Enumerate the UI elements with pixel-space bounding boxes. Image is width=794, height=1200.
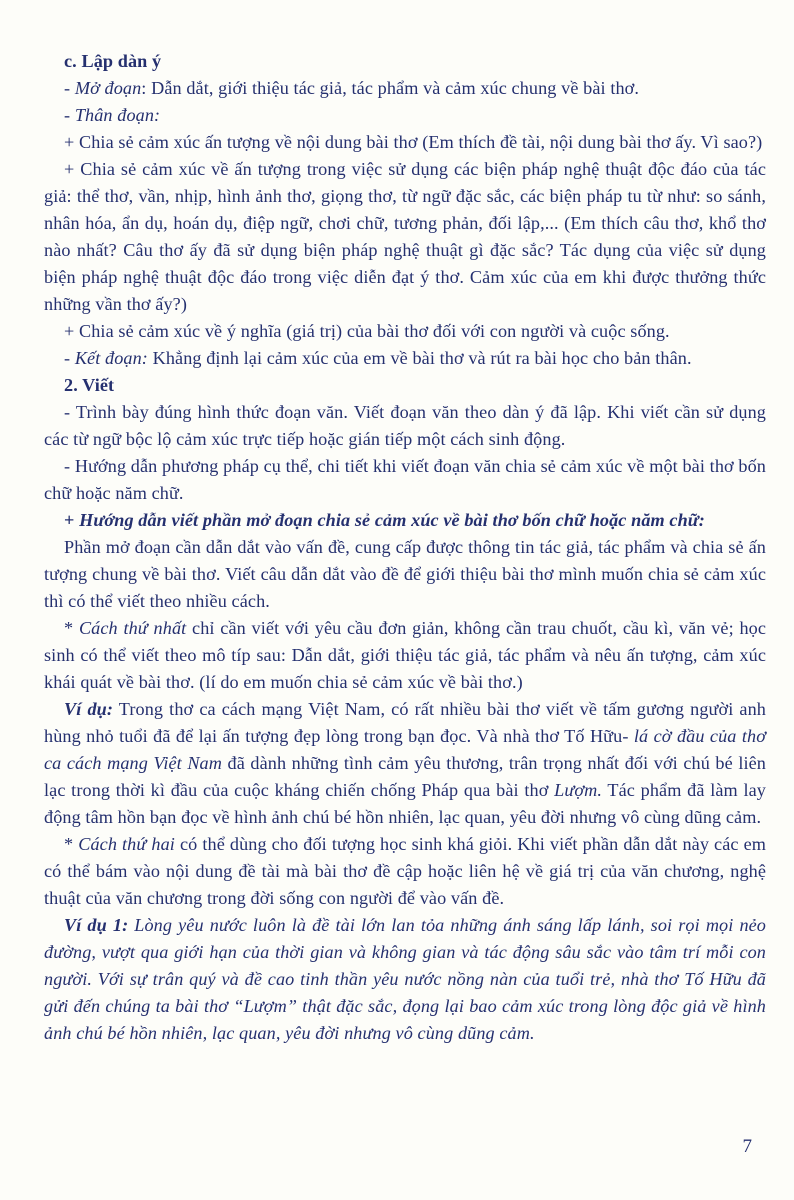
text-run: + Chia sẻ cảm xúc ấn tượng về nội dung bài thơ (Em thích đề tài, nội dung bài thơ ấy. Vì sao?) bbox=[64, 132, 763, 152]
paragraph bbox=[44, 615, 766, 696]
page-number: 7 bbox=[742, 1136, 752, 1157]
text-run: + bbox=[64, 510, 80, 530]
text-run: Ví dụ 1: bbox=[64, 915, 129, 935]
paragraph bbox=[44, 318, 766, 345]
text-run: * bbox=[64, 834, 79, 854]
paragraph bbox=[44, 507, 766, 534]
text-run: đã dành những tình cảm yêu thương, trân trọng nhất đối với chú bé liên lạc trong thời kì đầu của cuộc kháng chiến chống Pháp qua bài thơ bbox=[44, 753, 766, 800]
paragraph bbox=[44, 156, 766, 318]
paragraph bbox=[44, 696, 766, 831]
text-run: có thể dùng cho đối tượng học sinh khá giỏi. Khi viết phần dẫn dắt này các em có thể bám vào nội dung đề tài mà bài thơ đề cập hoặc liên hệ về giá trị của văn chương, nghệ thuật của văn chương trong đời sống con người để vào vấn đề. bbox=[44, 834, 766, 908]
text-run: Phần mở đoạn cần dẫn dắt vào vấn đề, cung cấp được thông tin tác giả, tác phẩm và chia sẻ ấn tượng chung về bài thơ. Viết câu dẫn dắt vào đề để giới thiệu bài thơ mình muốn chia sẻ cảm xúc thì có thể viết theo nhiều cách. bbox=[44, 537, 766, 611]
paragraph bbox=[44, 129, 766, 156]
paragraph bbox=[44, 912, 766, 1047]
text-run: lá cờ đầu của thơ ca cách mạng Việt Nam bbox=[44, 726, 766, 773]
text-run: Cách thứ hai bbox=[78, 834, 175, 854]
text-run: + Chia sẻ cảm xúc về ấn tượng trong việc sử dụng các biện pháp nghệ thuật độc đáo của tác giả: thể thơ, vần, nhịp, hình ảnh thơ, giọng thơ, từ ngữ đặc sắc, các biện pháp tu từ như: so sánh, nhân hóa, ẩn dụ, hoán dụ, điệp ngữ, chơi chữ, tương phản, đối lập,... (Em thích câu thơ, khổ thơ nào nhất? Câu thơ ấy đã sử dụng biện pháp nghệ thuật gì đặc sắc? Tác dụng của việc sử dụng biện pháp nghệ thuật độc đáo trong việc diễn đạt ý thơ. Cảm xúc của em khi được thưởng thức những vần thơ ấy?) bbox=[44, 159, 766, 314]
text-run: chỉ cần viết với yêu cầu đơn giản, không cần trau chuốt, cầu kì, văn vẻ; học sinh có thể viết theo mô típ sau: Dẫn dắt, giới thiệu tác giả, tác phẩm và nêu ấn tượng, cảm xúc khái quát về bài thơ. (lí do em muốn chia sẻ cảm xúc về bài thơ.) bbox=[44, 618, 767, 692]
paragraph bbox=[44, 399, 766, 453]
text-run: - Hướng dẫn phương pháp cụ thể, chi tiết khi viết đoạn văn chia sẻ cảm xúc về một bài thơ bốn chữ hoặc năm chữ. bbox=[44, 456, 766, 503]
text-run: Thân đoạn: bbox=[74, 105, 161, 125]
paragraph bbox=[44, 345, 766, 372]
text-run: Trong thơ ca cách mạng Việt Nam, có rất nhiều bài thơ viết về tấm gương người anh hùng nhỏ tuổi đã để lại ấn tượng đẹp lòng trong bạn đọc. Và nhà thơ Tố Hữu- bbox=[44, 699, 766, 746]
text-run: - bbox=[64, 78, 75, 98]
text-run: Hướng dẫn viết phần mở đoạn chia sẻ cảm xúc về bài thơ bốn chữ hoặc năm chữ: bbox=[79, 510, 705, 530]
text-run: - bbox=[64, 348, 75, 368]
text-run: - Trình bày đúng hình thức đoạn văn. Viết đoạn văn theo dàn ý đã lập. Khi viết cần sử dụng các từ ngữ bộc lộ cảm xúc trực tiếp hoặc gián tiếp một cách sinh động. bbox=[44, 402, 766, 449]
text-run: Cách thứ nhất bbox=[78, 618, 187, 638]
page-content bbox=[44, 48, 766, 1047]
text-run: Khẳng định lại cảm xúc của em về bài thơ và rút ra bài học cho bản thân. bbox=[147, 348, 692, 368]
text-run: * bbox=[64, 618, 79, 638]
paragraph bbox=[44, 48, 766, 75]
text-run: 2. Viết bbox=[64, 375, 115, 395]
text-run: + Chia sẻ cảm xúc về ý nghĩa (giá trị) của bài thơ đối với con người và cuộc sống. bbox=[64, 321, 670, 341]
paragraph bbox=[44, 453, 766, 507]
text-run: Lòng yêu nước luôn là đề tài lớn lan tỏa những ánh sáng lấp lánh, soi rọi mọi nẻo đường, vượt qua giới hạn của thời gian và không gian và tác động sâu sắc vào tâm trí mỗi con người. Với sự trân quý và đề cao tinh thần yêu nước nồng nàn của tuổi trẻ, nhà thơ Tố Hữu đã gửi đến chúng ta bài thơ “Lượm” thật đặc sắc, đọng lại bao cảm xúc trong lòng độc giả về hình ảnh chú bé hồn nhiên, lạc quan, yêu đời nhưng vô cùng dũng cảm. bbox=[44, 915, 767, 1043]
text-run: Lượm. bbox=[554, 780, 603, 800]
paragraph bbox=[44, 102, 766, 129]
text-run: Mở đoạn bbox=[74, 78, 142, 98]
paragraph bbox=[44, 372, 766, 399]
text-run: - bbox=[64, 105, 75, 125]
paragraph bbox=[44, 75, 766, 102]
paragraph bbox=[44, 831, 766, 912]
text-run: : Dẫn dắt, giới thiệu tác giả, tác phẩm và cảm xúc chung về bài thơ. bbox=[141, 78, 640, 98]
paragraph bbox=[44, 534, 766, 615]
text-run: Kết đoạn: bbox=[74, 348, 148, 368]
text-run: c. Lập dàn ý bbox=[64, 51, 162, 71]
text-run: Ví dụ: bbox=[64, 699, 114, 719]
text-run: Tác phẩm đã làm lay động tâm hồn bạn đọc về hình ảnh chú bé hồn nhiên, lạc quan, yêu đời nhưng vô cùng dũng cảm. bbox=[44, 780, 766, 827]
